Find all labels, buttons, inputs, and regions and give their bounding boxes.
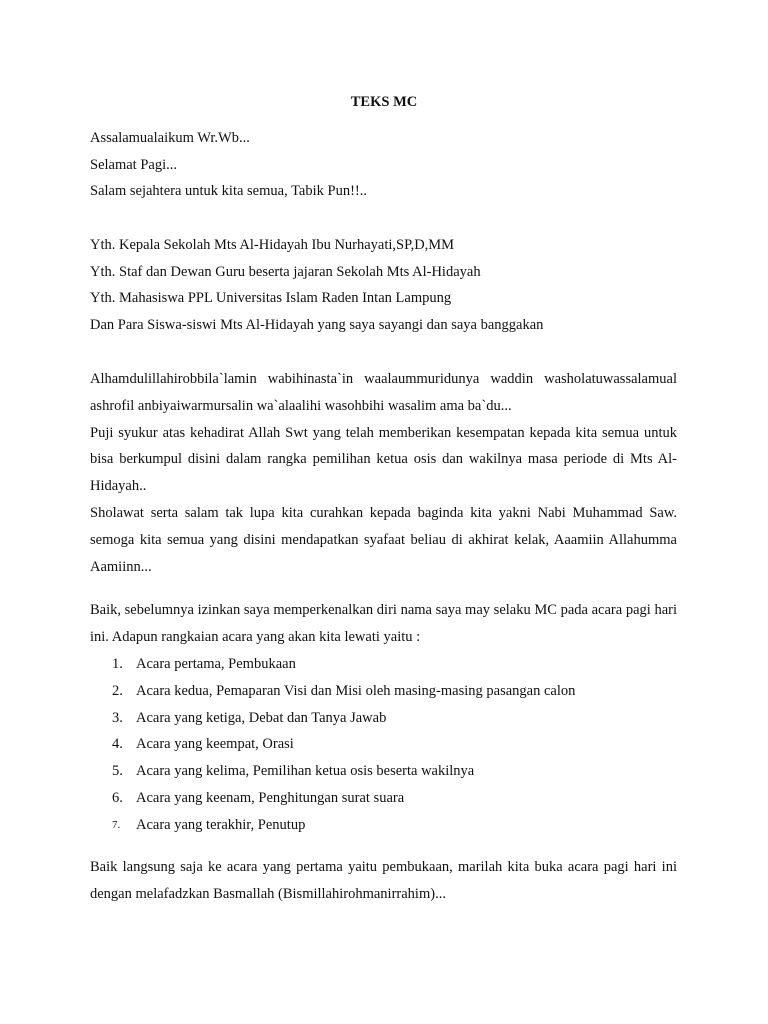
list-item-text: Acara yang keenam, Penghitungan surat suara (136, 789, 405, 806)
address-line: Dan Para Siswa-siswi Mts Al-Hidayah yang saya sayangi dan saya banggakan (90, 317, 544, 334)
list-item (90, 785, 677, 812)
opening-paragraph: Sholawat serta salam tak lupa kita curahkan kepada baginda kita yakni Nabi Muhammad Saw. semoga kita semua yang disini mendapatkan syafaat beliau di akhirat kelak, Aaamiin Allahumma Aamiinn... (90, 504, 677, 575)
greeting-line: Salam sejahtera untuk kita semua, Tabik Pun!!.. (90, 183, 367, 200)
agenda-list (90, 651, 677, 839)
closing-paragraph: Baik langsung saja ke acara yang pertama yaitu pembukaan, marilah kita buka acara pagi hari ini dengan melafadzkan Basmallah (Bismillahirohmanirrahim)... (90, 859, 677, 902)
list-item-text: Acara pertama, Pembukaan (136, 656, 296, 672)
list-number: 2. (112, 682, 123, 699)
closing-block (90, 854, 677, 908)
list-number: 7. (112, 818, 121, 831)
list-item-text: Acara kedua, Pemaparan Visi dan Misi oleh masing-masing pasangan calon (136, 682, 576, 699)
greeting-line: Assalamualaikum Wr.Wb... (90, 130, 250, 146)
list-number: 4. (112, 736, 123, 753)
greeting-block (90, 125, 677, 205)
list-number: 1. (112, 656, 123, 672)
list-number: 5. (112, 763, 123, 780)
list-item-text: Acara yang terakhir, Penutup (136, 816, 306, 833)
list-item (90, 731, 677, 758)
intro-paragraph: Baik, sebelumnya izinkan saya memperkenalkan diri nama saya may selaku MC pada acara pagi hari ini. Adapun rangkaian acara yang akan kita lewati yaitu : (90, 602, 677, 645)
list-item (90, 678, 677, 705)
address-line: Yth. Kepala Sekolah Mts Al-Hidayah Ibu Nurhayati,SP,D,MM (90, 237, 455, 253)
list-item (90, 705, 677, 732)
address-line: Yth. Staf dan Dewan Guru beserta jajaran Sekolah Mts Al-Hidayah (90, 263, 481, 280)
list-number: 3. (112, 709, 123, 726)
address-line: Yth. Mahasiswa PPL Universitas Islam Raden Intan Lampung (90, 290, 452, 307)
list-item (90, 812, 677, 839)
list-item-text: Acara yang keempat, Orasi (136, 736, 294, 753)
list-item (90, 758, 677, 785)
opening-paragraph: Alhamdulillahirobbila`lamin wabihinasta`in waalaummuridunya waddin washolatuwassalamual ashrofil anbiyaiwarmursalin wa`alaalihi wasohbihi wasalim ama ba`du... (90, 371, 677, 414)
list-item-text: Acara yang ketiga, Debat dan Tanya Jawab (136, 709, 387, 726)
greeting-line: Selamat Pagi... (90, 156, 177, 173)
list-item (90, 651, 677, 678)
opening-block (90, 366, 677, 580)
address-block (90, 232, 677, 339)
document-title: TEKS MC (350, 94, 418, 110)
opening-paragraph: Puji syukur atas kehadirat Allah Swt yang telah memberikan kesempatan kepada kita semua untuk bisa berkumpul disini dalam rangka pemilihan ketua osis dan wakilnya masa periode di Mts Al-Hidayah.. (90, 424, 677, 495)
list-number: 6. (112, 789, 123, 806)
intro-block (90, 597, 677, 651)
list-item-text: Acara yang kelima, Pemilihan ketua osis beserta wakilnya (136, 763, 475, 780)
